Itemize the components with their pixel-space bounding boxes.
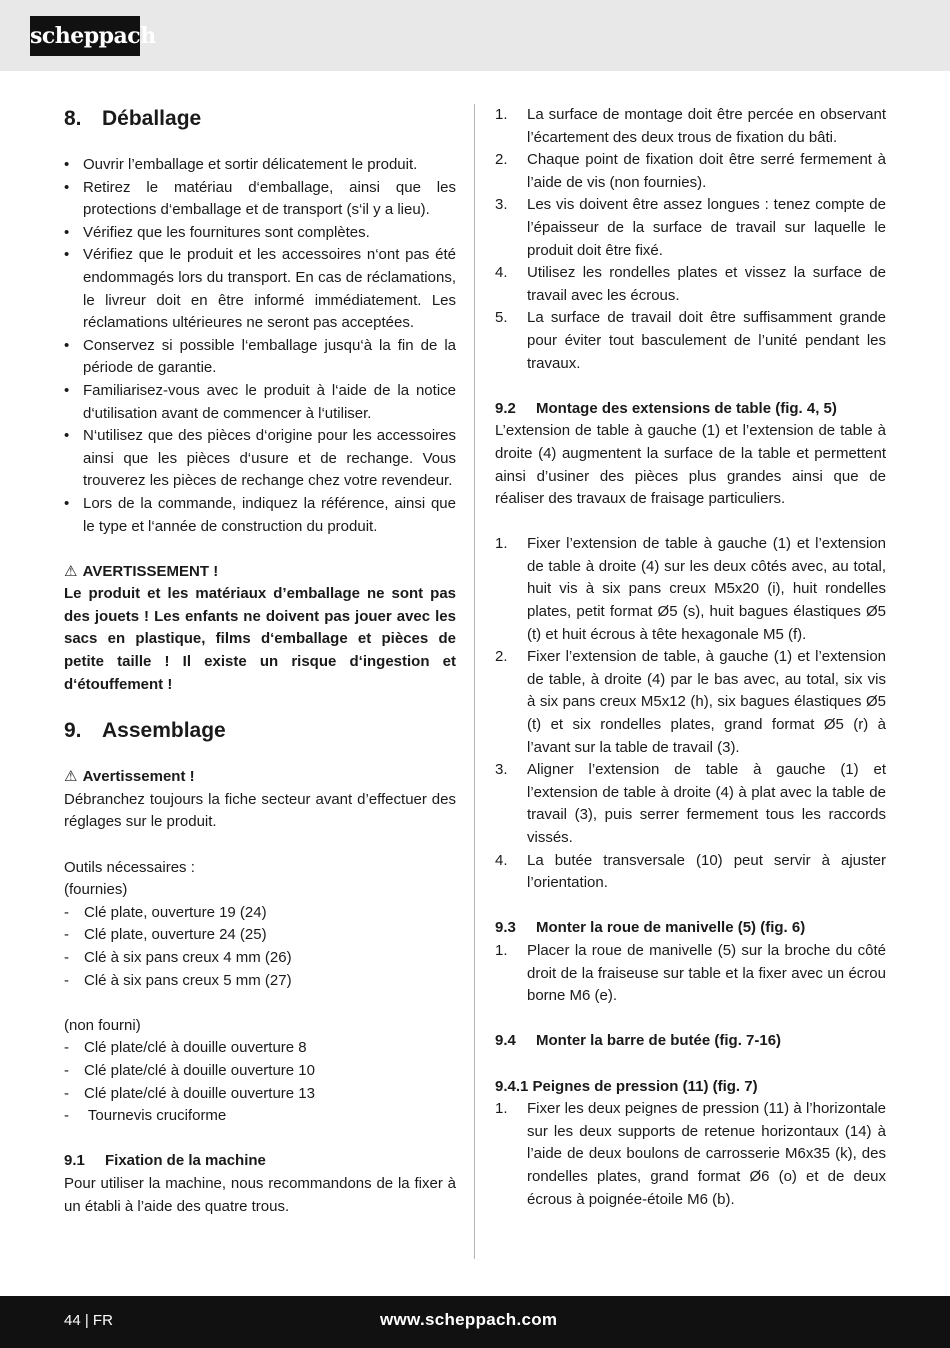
list-item: • Familiarisez-vous avec le produit à l‘aide de la notice d‘utilisation avant de commencer à l‘utiliser. — [64, 380, 456, 425]
list-item: 1. Placer la roue de manivelle (5) sur la broche du côté droit de la fraiseuse sur table et la fixer avec un écrou borne M6 (e). — [495, 941, 886, 1005]
subsection-intro: L’extension de table à gauche (1) et l’extension de table à droite (4) augmentent la surface de la table et permettent ainsi d’usiner des pièces plus grandes ainsi que de réaliser des travaux de fraisage particuliers. — [495, 422, 886, 508]
warning-title: AVERTISSEMENT ! — [82, 562, 219, 580]
warning-text: Le produit et les matériaux d’emballage ne sont pas des jouets ! Les enfants ne doivent pas jouer avec les sacs en plastique, films d‘emballage et pièces de petite taille ! Il existe un risque d‘ingestion et d‘étouffement ! — [64, 585, 456, 693]
scheppach-logo: scheppach — [30, 16, 140, 56]
section-9-heading — [64, 716, 456, 746]
list-item: • Lors de la commande, indiquez la référence, ainsi que le type et l‘année de construction du produit. — [64, 493, 456, 538]
list-item: • Vérifiez que le produit et les accessoires n‘ont pas été endommagés lors du transport. En cas de réclamations, le livreur doit en être informé immédiatement. Les réclamations ultérieures ne seront pas acceptées. — [64, 244, 456, 334]
list-item: 5. La surface de travail doit être suffisamment grande pour éviter tout basculement de l’unité pendant les travaux. — [495, 309, 886, 372]
subsection-title: Fixation de la machine — [105, 1152, 266, 1170]
subsection-number: 9.4 — [495, 1032, 516, 1050]
list-item: 3. Aligner l’extension de table à gauche (1) et l’extension de table à droite (4) à plat avec la table de travail (3), puis serrer fermement tous les raccords vissés. — [495, 761, 886, 846]
tools-title: Outils nécessaires : — [64, 858, 195, 876]
list-item: - Clé plate, ouverture 19 (24) — [64, 902, 456, 925]
subsection-number: 9.1 — [64, 1152, 85, 1170]
warning-title: Avertissement ! — [82, 768, 195, 786]
supplied-tools-list — [64, 902, 456, 992]
list-item: 2. Fixer l’extension de table, à gauche (1) et l’extension de table, à droite (4) par le bas avec, au total, six vis à six pans creux M5x12 (h), six bagues élastiques Ø5 (t) et six rondelles plates, grand format Ø5 (r) à l’avant sur la table de travail (3). — [495, 648, 886, 756]
subsection-title: Monter la barre de butée (fig. 7-16) — [536, 1032, 782, 1050]
section-8-heading — [64, 104, 456, 134]
not-supplied-label: (non fourni) — [64, 1016, 141, 1034]
subsection-9-3-heading — [495, 917, 886, 940]
list-item: - Clé plate/clé à douille ouverture 8 — [64, 1037, 456, 1060]
list-item: • Retirez le matériau d‘emballage, ainsi que les protections d‘emballage et de transport (s‘il y a lieu). — [64, 177, 456, 222]
fixation-steps — [495, 104, 886, 375]
list-item: 1. La surface de montage doit être percée en observant l’écartement des deux trous de fixation du bâti. — [495, 106, 886, 146]
page-number: 44 | FR — [64, 1312, 113, 1329]
warning-triangle-icon: ⚠ — [64, 562, 78, 580]
list-item: 1. Fixer les deux peignes de pression (11) à l’horizontale sur les deux supports de retenue horizontaux (14) à l’aide de deux boulons de carrosserie M6x35 (k), des rondelles plates, grand format Ø6 (o) et de deux écrous à poignée-étoile M6 (b). — [495, 1100, 886, 1208]
table-extension-steps — [495, 533, 886, 895]
list-item: - Clé plate, ouverture 24 (25) — [64, 924, 456, 947]
subsection-9-4-1-heading — [495, 1076, 886, 1099]
list-item: - Clé à six pans creux 4 mm (26) — [64, 947, 456, 970]
section-number: 9. — [64, 719, 82, 743]
not-supplied-tools-list — [64, 1037, 456, 1127]
subsection-9-2-heading — [495, 398, 886, 421]
left-column — [64, 104, 456, 1218]
column-divider — [474, 104, 475, 1259]
list-item: - Tournevis cruciforme — [64, 1105, 456, 1128]
right-column — [495, 104, 886, 1211]
list-item: - Clé plate/clé à douille ouverture 13 — [64, 1083, 456, 1106]
subsection-number: 9.2 — [495, 399, 516, 417]
handwheel-steps — [495, 940, 886, 1008]
subsection-title: Montage des extensions de table (fig. 4, 5) — [536, 399, 837, 417]
subsection-9-1-heading — [64, 1150, 456, 1173]
list-item: 3. Les vis doivent être assez longues : tenez compte de l’épaisseur de la surface de travail sur laquelle le produit doit être fixé. — [495, 196, 886, 259]
list-item: 4. Utilisez les rondelles plates et vissez la surface de travail avec les écrous. — [495, 264, 886, 304]
subsection-intro: Pour utiliser la machine, nous recommandons de la fixer à un établi à l’aide des quatre trous. — [64, 1174, 456, 1215]
page-header — [0, 0, 950, 71]
pressure-comb-steps — [495, 1098, 886, 1211]
list-item: • N‘utilisez que des pièces d‘origine pour les accessoires ainsi que les pièces d‘usure et de rechange. Vous trouverez les pièces de rechange chez votre revendeur. — [64, 425, 456, 493]
page-footer — [0, 1296, 950, 1348]
list-item: - Clé à six pans creux 5 mm (27) — [64, 970, 456, 993]
list-item: • Vérifiez que les fournitures sont complètes. — [64, 222, 456, 245]
website-url: www.scheppach.com — [380, 1310, 558, 1329]
list-item: 1. Fixer l’extension de table à gauche (1) et l’extension de table à droite (4) sur les deux côtés avec, au total, huit vis à six pans creux M5x20 (i), huit rondelles plates, petit format Ø5 (s), huit bagues élastiques Ø5 (t) et huit écrous à tête hexagonale M5 (f). — [495, 535, 886, 643]
list-item: - Clé plate/clé à douille ouverture 10 — [64, 1060, 456, 1083]
list-item: • Conservez si possible l‘emballage jusqu‘à la fin de la période de garantie. — [64, 335, 456, 380]
list-item: 4. La butée transversale (10) peut servir à ajuster l’orientation. — [495, 851, 886, 892]
section-title: Déballage — [102, 107, 202, 130]
supplied-label: (fournies) — [64, 881, 128, 899]
section-title: Assemblage — [102, 719, 226, 743]
warning-heading — [64, 561, 456, 584]
subsection-number: 9.3 — [495, 919, 516, 937]
subsection-title: Monter la roue de manivelle (5) (fig. 6) — [536, 919, 806, 937]
subsection-number: 9.4.1 — [495, 1077, 529, 1095]
list-item: 2. Chaque point de fixation doit être serré fermement à l’aide de vis (non fournies). — [495, 151, 886, 191]
unpacking-list — [64, 154, 456, 538]
list-item: • Ouvrir l’emballage et sortir délicatement le produit. — [64, 154, 456, 177]
warning-heading — [64, 766, 456, 789]
subsection-title: Peignes de pression (11) (fig. 7) — [532, 1077, 758, 1095]
warning-text: Débranchez toujours la fiche secteur avant d’effectuer des réglages sur le produit. — [64, 790, 456, 831]
subsection-9-4-heading — [495, 1030, 886, 1053]
section-number: 8. — [64, 107, 82, 130]
warning-triangle-icon: ⚠ — [64, 768, 78, 786]
